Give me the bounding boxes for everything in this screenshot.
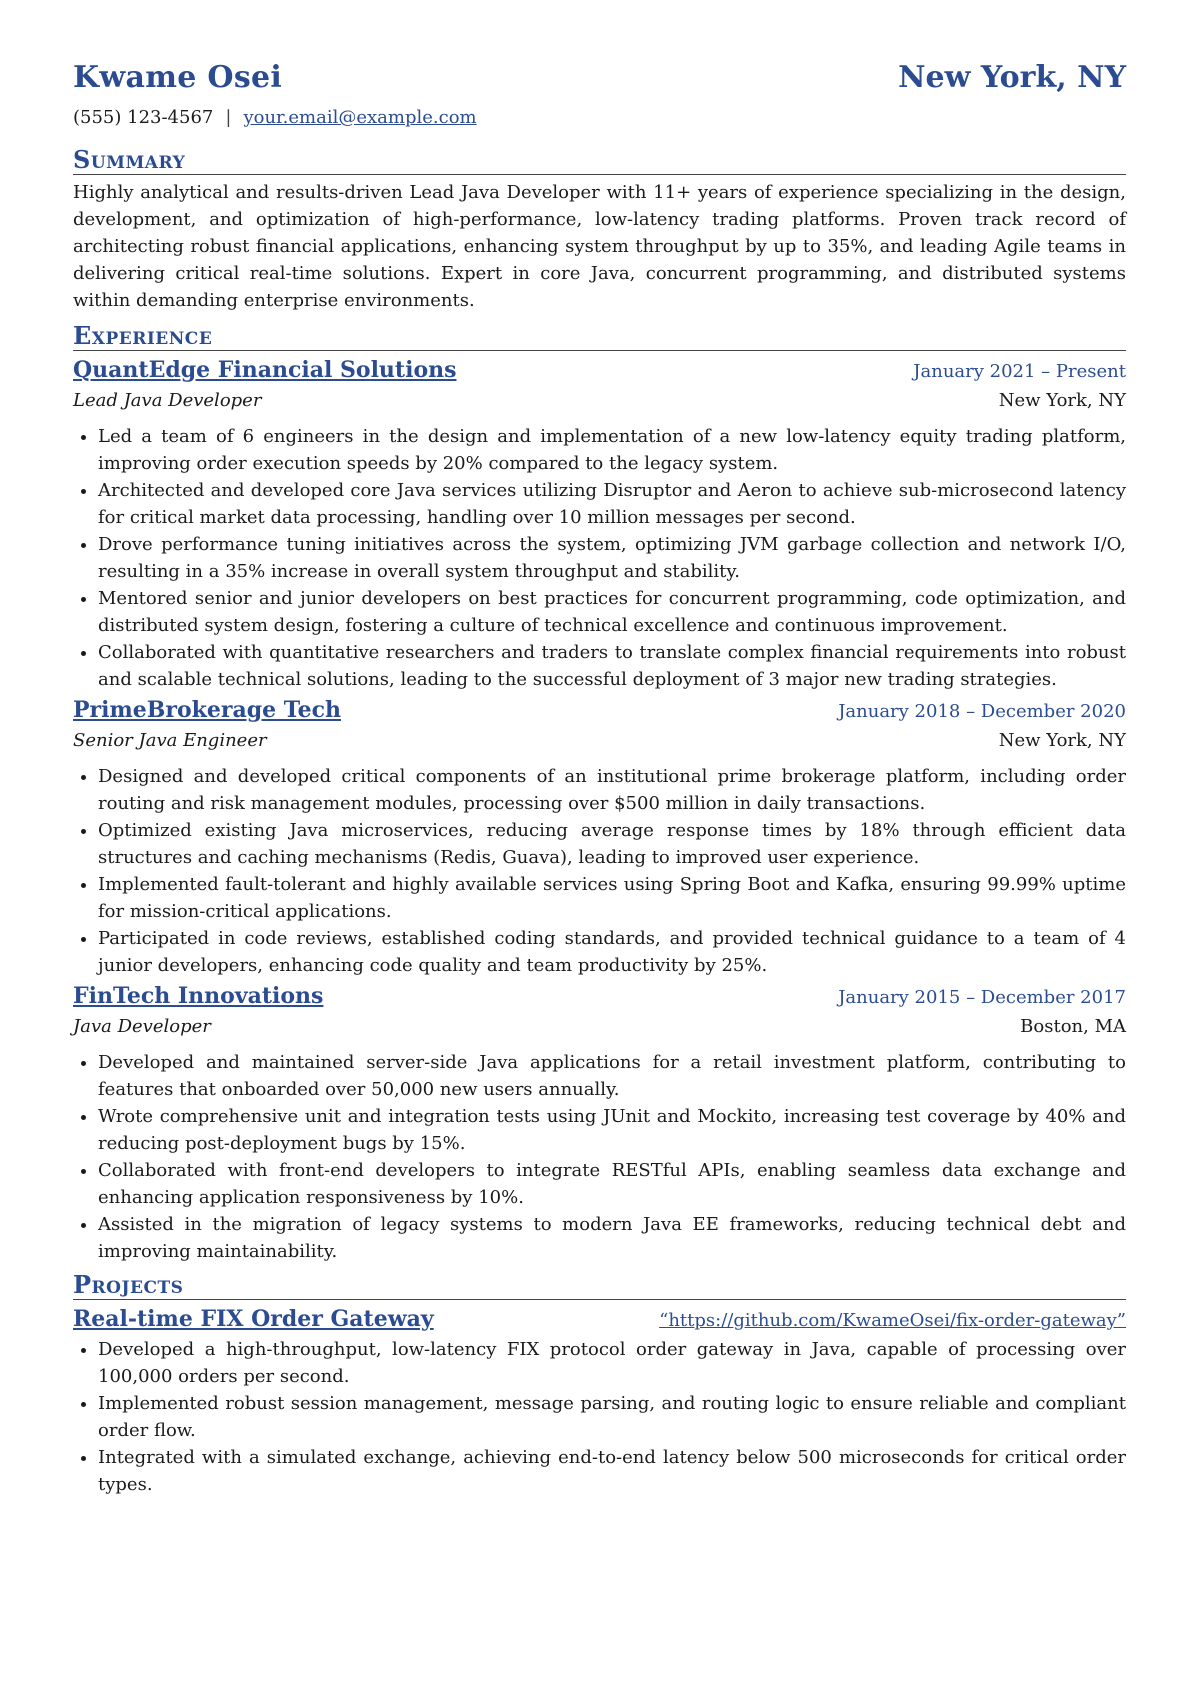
job-bullet: • Participated in code reviews, established coding standards, and provided technical guidance to a team of 4 junior developers, enhancing code quality and team productivity by 25%. (98, 925, 1126, 979)
job-bullet: • Drove performance tuning initiatives across the system, optimizing JVM garbage collection and network I/O, resulting in a 35% increase in overall system throughput and stability. (98, 531, 1126, 585)
project-header-row (73, 1304, 1126, 1336)
header-row (73, 60, 1126, 96)
job-role: Lead Java Developer (73, 390, 262, 411)
candidate-name: Kwame Osei (73, 60, 283, 95)
job-subheader-row (73, 387, 1126, 415)
email-link[interactable]: your.email@example.com (243, 107, 477, 128)
section-heading-summary: Summary (73, 146, 1126, 175)
job-dates: January 2021 – Present (913, 361, 1126, 382)
header-location: New York, NY (898, 60, 1126, 95)
experience-entry (73, 981, 1126, 1265)
job-bullet: • Assisted in the migration of legacy systems to modern Java EE frameworks, reducing technical debt and improving maintainability. (98, 1211, 1126, 1265)
job-bullet: • Collaborated with front-end developers to integrate RESTful APIs, enabling seamless data exchange and enhancing application responsiveness by 10%. (98, 1157, 1126, 1211)
job-subheader-row (73, 1013, 1126, 1041)
job-location: New York, NY (998, 730, 1126, 751)
job-header-row (73, 695, 1126, 727)
resume-page (73, 60, 1126, 1498)
contact-line (73, 104, 1126, 132)
job-bullet: • Architected and developed core Java services utilizing Disruptor and Aeron to achieve sub-microsecond latency for critical market data processing, handling over 10 million messages per second. (98, 477, 1126, 531)
job-bullets (73, 423, 1126, 693)
project-bullet: • Integrated with a simulated exchange, achieving end-to-end latency below 500 microseconds for critical order types. (98, 1444, 1126, 1498)
projects-list (73, 1304, 1126, 1498)
job-dates: January 2015 – December 2017 (838, 987, 1126, 1008)
phone-number: (555) 123-4567 (73, 107, 214, 128)
job-bullet: • Collaborated with quantitative researchers and traders to translate complex financial requirements into robust and scalable technical solutions, leading to the successful deployment of 3 major new trading strategies. (98, 639, 1126, 693)
job-bullet: • Implemented fault-tolerant and highly available services using Spring Boot and Kafka, ensuring 99.99% uptime for mission-critical applications. (98, 871, 1126, 925)
project-bullet: • Implemented robust session management, message parsing, and routing logic to ensure reliable and compliant order flow. (98, 1390, 1126, 1444)
job-role: Java Developer (73, 1016, 211, 1037)
job-bullets (73, 763, 1126, 979)
project-link[interactable]: “https://github.com/KwameOsei/fix-order-gateway” (659, 1310, 1126, 1331)
job-bullet: • Designed and developed critical components of an institutional prime brokerage platform, including order routing and risk management modules, processing over $500 million in daily transactions. (98, 763, 1126, 817)
experience-list (73, 355, 1126, 1265)
company-name[interactable]: FinTech Innovations (73, 983, 324, 1009)
job-role: Senior Java Engineer (73, 730, 267, 751)
project-bullets (73, 1336, 1126, 1498)
project-entry (73, 1304, 1126, 1498)
company-name[interactable]: QuantEdge Financial Solutions (73, 357, 457, 383)
job-subheader-row (73, 727, 1126, 755)
project-bullet: • Developed a high-throughput, low-latency FIX protocol order gateway in Java, capable of processing over 100,000 orders per second. (98, 1336, 1126, 1390)
section-heading-experience: Experience (73, 322, 1126, 351)
job-bullet: • Optimized existing Java microservices, reducing average response times by 18% through efficient data structures and caching mechanisms (Redis, Guava), leading to improved user experience. (98, 817, 1126, 871)
experience-entry (73, 695, 1126, 979)
job-bullet: • Mentored senior and junior developers on best practices for concurrent programming, code optimization, and distributed system design, fostering a culture of technical excellence and continuous improvement. (98, 585, 1126, 639)
company-name[interactable]: PrimeBrokerage Tech (73, 697, 341, 723)
job-header-row (73, 981, 1126, 1013)
contact-separator: | (225, 107, 232, 128)
project-name[interactable]: Real-time FIX Order Gateway (73, 1306, 434, 1332)
job-location: Boston, MA (1020, 1016, 1126, 1037)
job-header-row (73, 355, 1126, 387)
job-location: New York, NY (998, 390, 1126, 411)
job-bullet: • Developed and maintained server-side Java applications for a retail investment platform, contributing to features that onboarded over 50,000 new users annually. (98, 1049, 1126, 1103)
summary-text: Highly analytical and results-driven Lead Java Developer with 11+ years of experience specializing in the design, development, and optimization of high-performance, low-latency trading platforms. Proven track record of architecting robust financial applications, enhancing system throughput by up to 35%, and leading Agile teams in delivering critical real-time solutions. Expert in core Java, concurrent programming, and distributed systems within demanding enterprise environments. (73, 182, 1126, 311)
section-heading-projects: Projects (73, 1271, 1126, 1300)
job-bullet: • Wrote comprehensive unit and integration tests using JUnit and Mockito, increasing test coverage by 40% and reducing post-deployment bugs by 15%. (98, 1103, 1126, 1157)
experience-entry (73, 355, 1126, 693)
job-bullet: • Led a team of 6 engineers in the design and implementation of a new low-latency equity trading platform, improving order execution speeds by 20% compared to the legacy system. (98, 423, 1126, 477)
job-dates: January 2018 – December 2020 (838, 701, 1126, 722)
job-bullets (73, 1049, 1126, 1265)
